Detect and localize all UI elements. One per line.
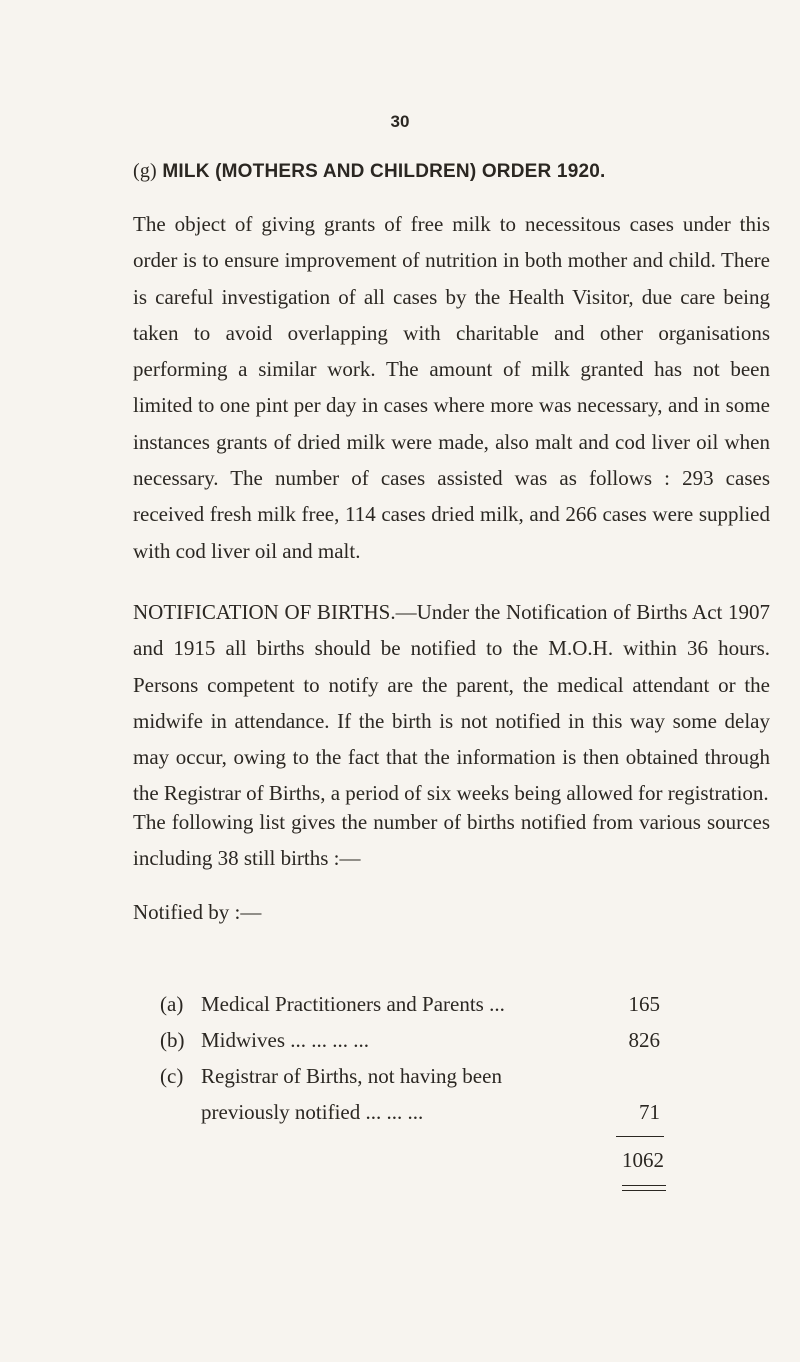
heading-title: MILK (MOTHERS AND CHILDREN) ORDER 1920. [162,161,606,182]
paragraph-notification-of-births: NOTIFICATION OF BIRTHS.—Under the Notification of Births Act 1907 and 1915 all births should be notified to the M.O.H. within 36 hours. Persons competent to notify are the parent, the medical attendant or the midwife in attendance. If the birth is not notified in this way some delay may occur, owing to the fact that the information is then obtained through the Registrar of Births, a period of six weeks being allowed for registration. [133,600,770,806]
item-text: Medical Practitioners and Parents ... [201,992,505,1016]
paragraph-births-list-intro: The following list gives the number of births notified from various sources including 38 still births :— [133,810,770,871]
list-label: Notified by :— [133,900,262,924]
double-rule [622,1185,666,1191]
paragraph-milk-order: The object of giving grants of free milk to necessitous cases under this order is to ensure improvement of nutrition in both mother and child. There is careful investigation of all cases by the Health Visitor, due care being taken to avoid overlapping with charitable and other organisations performing a similar work. The amount of milk granted has not been limited to one pint per day in cases where more was necessary, and in some instances grants of dried milk were made, also malt and cod liver oil when necessary. The number of cases assisted was as follows : 293 cases received fresh milk free, 114 cases dried milk, and 266 cases were supplied with cod liver oil and malt. [133,212,770,563]
item-value: 165 [628,992,660,1016]
item-value: 826 [628,1028,660,1052]
item-letter: (c) [160,1064,184,1088]
list-item [160,1022,660,1058]
list-item-continuation [201,1094,660,1130]
section-heading [133,160,773,183]
item-text: previously notified ... ... ... [201,1100,424,1124]
page-number: 30 [390,112,410,131]
heading-prefix: (g) [133,160,157,182]
list-item [160,986,660,1022]
item-letter: (b) [160,1028,185,1052]
item-value: 71 [639,1100,660,1124]
list-item [160,1058,660,1094]
item-letter: (a) [160,992,184,1016]
item-text: Registrar of Births, not having been [201,1064,502,1088]
list-total: 1062 [622,1148,664,1172]
sum-rule [616,1136,664,1137]
item-text: Midwives ... ... ... ... [201,1028,369,1052]
